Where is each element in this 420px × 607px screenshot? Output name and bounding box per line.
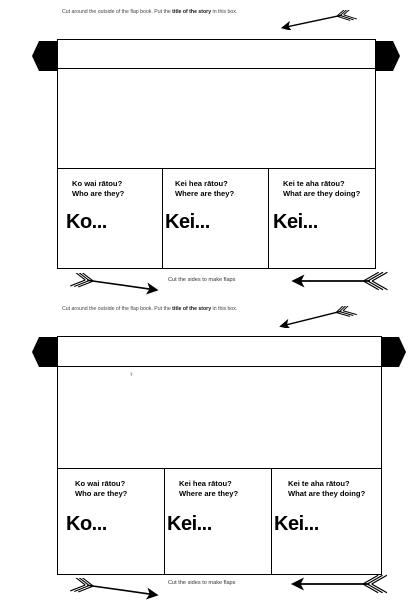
flap-who — [57, 468, 166, 575]
flap-question-maori: Kei hea rātou? — [175, 179, 228, 188]
picture-box — [57, 68, 376, 170]
arrow-icon — [276, 572, 404, 596]
flap-question-english: What are they doing? — [283, 189, 361, 198]
arrow-icon — [66, 273, 162, 295]
arrow-icon — [66, 578, 162, 600]
flap-answer-starter: Kei... — [273, 211, 318, 233]
tab-left-icon — [32, 41, 58, 71]
flap-question-maori: Ko wai rātou? — [72, 179, 123, 188]
flap-where — [162, 168, 270, 269]
tab-left-icon — [32, 337, 58, 367]
flap-question-english: What are they doing? — [288, 489, 366, 498]
instruction-suffix: in this box. — [211, 306, 238, 312]
tab-right-icon — [380, 337, 406, 367]
title-box — [57, 336, 382, 368]
cut-sides-label: Cut the sides to make flaps — [168, 580, 236, 586]
picture-box — [57, 366, 382, 470]
flap-question-english: Who are they? — [72, 189, 125, 198]
instruction-text — [62, 9, 237, 15]
arrow-icon — [278, 306, 358, 328]
flap-question-english: Where are they? — [179, 489, 239, 498]
title-box — [57, 39, 376, 70]
flap-answer-starter: Kei... — [167, 513, 212, 535]
flap-answer-starter: Kei... — [165, 211, 210, 233]
flap-answer-starter: Kei... — [274, 513, 319, 535]
flap-where — [164, 468, 273, 575]
cut-sides-label: Cut the sides to make flaps — [168, 277, 236, 283]
flap-question-maori: Kei te aha rātou? — [288, 479, 350, 488]
instruction-text — [62, 306, 237, 312]
instruction-emphasis: title of the story — [172, 306, 212, 312]
instruction-prefix: Cut around the outside of the flap book. Put the — [62, 9, 173, 15]
pen-mark: ˀ — [130, 373, 133, 380]
flap-doing — [271, 468, 382, 575]
flap-question-english: Where are they? — [175, 189, 235, 198]
arrow-icon — [278, 269, 403, 293]
flap-question-english: Who are they? — [75, 489, 128, 498]
instruction-emphasis: title of the story — [172, 9, 212, 15]
tab-right-icon — [374, 41, 400, 71]
flap-who — [57, 168, 164, 269]
arrow-icon — [280, 10, 358, 30]
flap-answer-starter: Ko... — [66, 513, 107, 535]
flap-doing — [268, 168, 376, 269]
instruction-suffix: in this box. — [211, 9, 238, 15]
flap-question-maori: Ko wai rātou? — [75, 479, 126, 488]
flap-question-maori: Kei te aha rātou? — [283, 179, 345, 188]
flap-answer-starter: Ko... — [66, 211, 107, 233]
flap-question-maori: Kei hea rātou? — [179, 479, 232, 488]
instruction-prefix: Cut around the outside of the flap book. Put the — [62, 306, 173, 312]
